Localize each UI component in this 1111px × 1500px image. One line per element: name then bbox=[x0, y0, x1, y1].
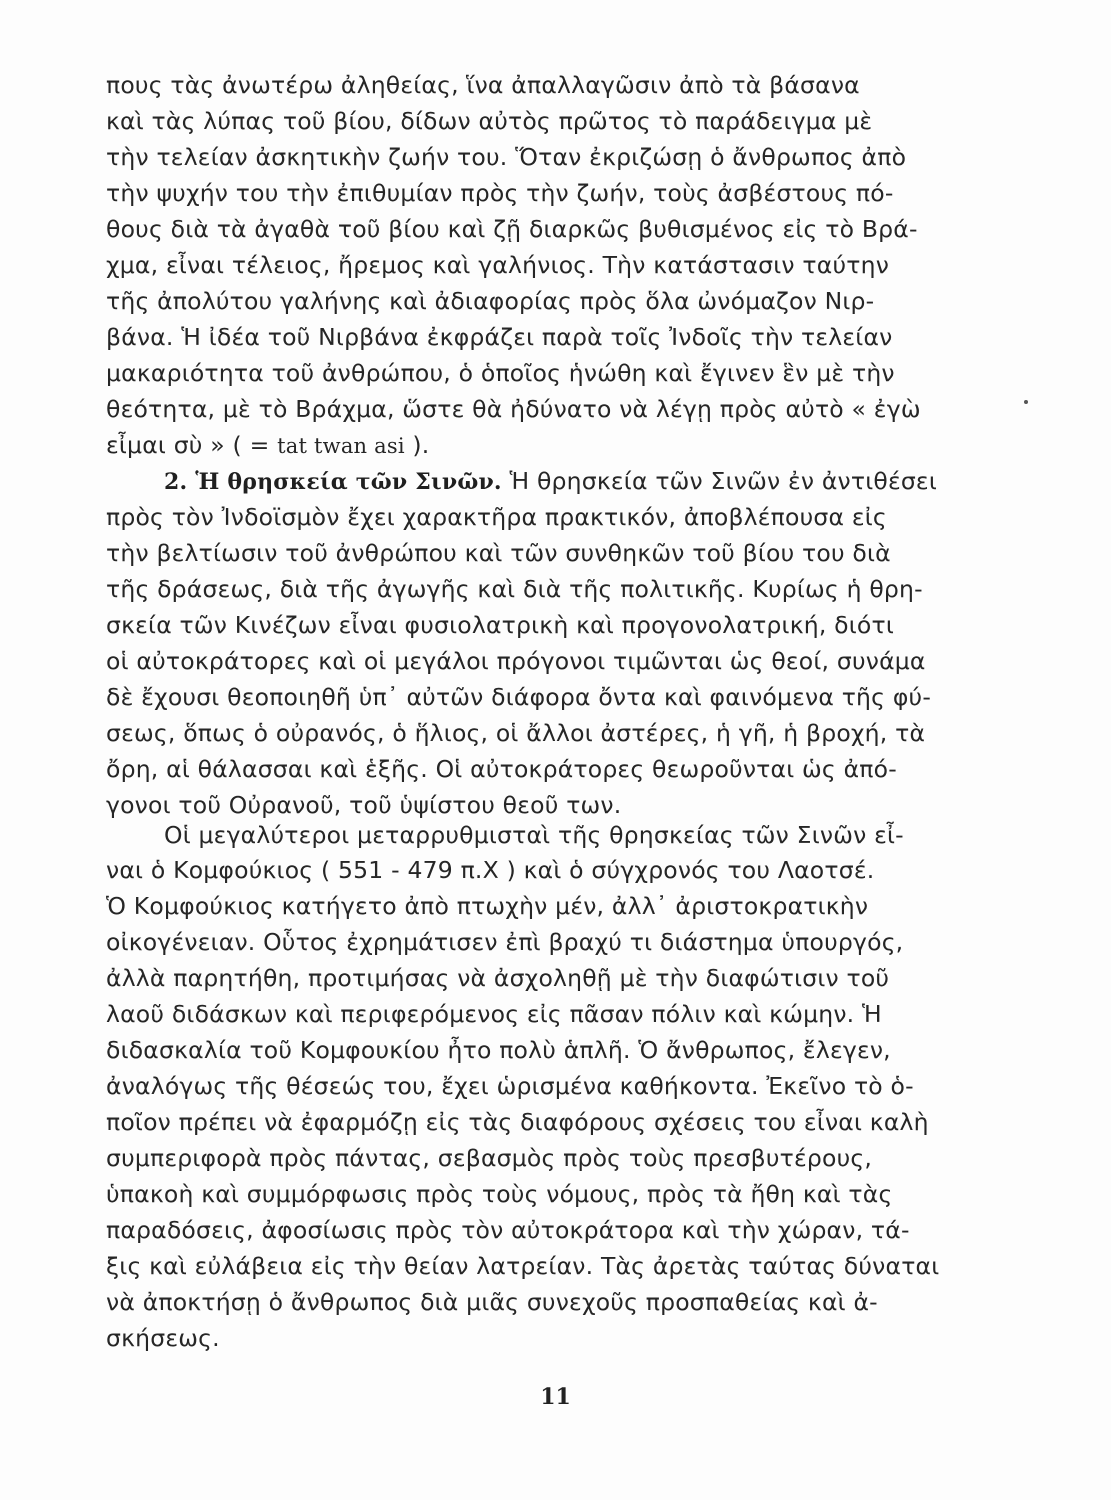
text-line: τὴν τελείαν ἀσκητικὴν ζωήν του. Ὅταν ἐκριζώσῃ ὁ ἄνθρωπος ἀπὸ bbox=[106, 143, 907, 171]
text-line: σκήσεως. bbox=[106, 1324, 220, 1352]
text-line: βάνα. Ἡ ἰδέα τοῦ Νιρβάνα ἐκφράζει παρὰ τοῖς Ἰνδοῖς τὴν τελείαν bbox=[106, 323, 893, 351]
text-line: ἀλλὰ παρητήθη, προτιμήσας νὰ ἀσχοληθῇ μὲ τὴν διαφώτισιν τοῦ bbox=[106, 964, 890, 992]
text-line: διδασκαλία τοῦ Κομφουκίου ἦτο πολὺ ἁπλῆ. Ὁ ἄνθρωπος, ἔλεγεν, bbox=[106, 1036, 891, 1064]
text-line: τῆς δράσεως, διὰ τῆς ἀγωγῆς καὶ διὰ τῆς πολιτικῆς. Κυρίως ἡ θρη- bbox=[106, 575, 923, 603]
text-line: ναι ὁ Κομφούκιος ( 551 - 479 π.Χ ) καὶ ὁ σύγχρονός του Λαοτσέ. bbox=[106, 856, 875, 884]
text-line: θεότητα, μὲ τὸ Βράχμα, ὥστε θὰ ἠδύνατο νὰ λέγῃ πρὸς αὐτὸ « ἐγὼ bbox=[106, 395, 921, 423]
text-line: θους διὰ τὰ ἀγαθὰ τοῦ βίου καὶ ζῇ διαρκῶς βυθισμένος εἰς τὸ Βρά- bbox=[106, 215, 918, 243]
text-line bbox=[164, 464, 937, 498]
text-line bbox=[106, 428, 429, 462]
text-line: ὄρη, αἱ θάλασσαι καὶ ἑξῆς. Οἱ αὐτοκράτορες θεωροῦνται ὡς ἀπό- bbox=[106, 755, 897, 783]
text-line: οἰκογένειαν. Οὗτος ἐχρημάτισεν ἐπὶ βραχύ τι διάστημα ὑπουργός, bbox=[106, 928, 904, 956]
text-segment: εἶμαι σὺ » ( = bbox=[106, 431, 278, 459]
section-heading: 2. Ἡ θρησκεία τῶν Σινῶν. bbox=[164, 469, 502, 495]
text-line: σκεία τῶν Κινέζων εἶναι φυσιολατρικὴ καὶ προγονολατρική, διότι bbox=[106, 611, 894, 639]
print-speck bbox=[1024, 400, 1028, 404]
text-line: Ὁ Κομφούκιος κατήγετο ἀπὸ πτωχὴν μέν, ἀλλ᾿ ἀριστοκρατικὴν bbox=[106, 892, 869, 920]
sanskrit-phrase: tat twan asi bbox=[277, 434, 405, 458]
text-line: ἀναλόγως τῆς θέσεώς του, ἔχει ὡρισμένα καθήκοντα. Ἐκεῖνο τὸ ὁ- bbox=[106, 1072, 914, 1100]
text-segment: ). bbox=[404, 431, 430, 459]
text-line: χμα, εἶναι τέλειος, ἤρεμος καὶ γαλήνιος. Τὴν κατάστασιν ταύτην bbox=[106, 251, 890, 279]
text-line: νὰ ἀποκτήσῃ ὁ ἄνθρωπος διὰ μιᾶς συνεχοῦς προσπαθείας καὶ ἀ- bbox=[106, 1288, 878, 1316]
text-line: παραδόσεις, ἀφοσίωσις πρὸς τὸν αὐτοκράτορα καὶ τὴν χώραν, τά- bbox=[106, 1216, 910, 1244]
text-line: Οἱ μεγαλύτεροι μεταρρυθμισταὶ τῆς θρησκείας τῶν Σινῶν εἶ- bbox=[164, 821, 904, 849]
text-line: δὲ ἔχουσι θεοποιηθῆ ὑπ᾿ αὐτῶν διάφορα ὄντα καὶ φαινόμενα τῆς φύ- bbox=[106, 683, 931, 711]
text-line: ποῖον πρέπει νὰ ἐφαρμόζῃ εἰς τὰς διαφόρους σχέσεις του εἶναι καλὴ bbox=[106, 1108, 929, 1136]
text-line: τὴν βελτίωσιν τοῦ ἀνθρώπου καὶ τῶν συνθηκῶν τοῦ βίου του διὰ bbox=[106, 539, 891, 567]
text-line: γονοι τοῦ Οὐρανοῦ, τοῦ ὑψίστου θεοῦ των. bbox=[106, 791, 622, 819]
text-segment: Ἡ θρησκεία τῶν Σινῶν ἐν ἀντιθέσει bbox=[501, 467, 937, 495]
text-line: πρὸς τὸν Ἰνδοϊσμὸν ἔχει χαρακτῆρα πρακτικόν, ἀποβλέπουσα εἰς bbox=[106, 503, 887, 531]
page-number: 11 bbox=[540, 1384, 571, 1410]
text-line: συμπεριφορὰ πρὸς πάντας, σεβασμὸς πρὸς τοὺς πρεσβυτέρους, bbox=[106, 1144, 873, 1172]
text-line: καὶ τὰς λύπας τοῦ βίου, δίδων αὐτὸς πρῶτος τὸ παράδειγμα μὲ bbox=[106, 107, 873, 135]
text-line: λαοῦ διδάσκων καὶ περιφερόμενος εἰς πᾶσαν πόλιν καὶ κώμην. Ἡ bbox=[106, 1000, 882, 1028]
text-line: τῆς ἀπολύτου γαλήνης καὶ ἀδιαφορίας πρὸς ὅλα ὠνόμαζον Νιρ- bbox=[106, 287, 875, 315]
text-line: ξις καὶ εὐλάβεια εἰς τὴν θείαν λατρείαν. Τὰς ἀρετὰς ταύτας δύναται bbox=[106, 1252, 940, 1280]
text-line: πους τὰς ἀνωτέρω ἀληθείας, ἵνα ἀπαλλαγῶσιν ἀπὸ τὰ βάσανα bbox=[106, 71, 860, 99]
text-line: μακαριότητα τοῦ ἀνθρώπου, ὁ ὁποῖος ἡνώθη καὶ ἔγινεν ἓν μὲ τὴν bbox=[106, 359, 895, 387]
text-line: τὴν ψυχήν του τὴν ἐπιθυμίαν πρὸς τὴν ζωήν, τοὺς ἀσβέστους πό- bbox=[106, 179, 894, 207]
text-line: σεως, ὅπως ὁ οὐρανός, ὁ ἥλιος, οἱ ἄλλοι ἀστέρες, ἡ γῆ, ἡ βροχή, τὰ bbox=[106, 719, 926, 747]
text-line: ὑπακοὴ καὶ συμμόρφωσις πρὸς τοὺς νόμους, πρὸς τὰ ἤθη καὶ τὰς bbox=[106, 1180, 893, 1208]
text-line: οἱ αὐτοκράτορες καὶ οἱ μεγάλοι πρόγονοι τιμῶνται ὡς θεοί, συνάμα bbox=[106, 647, 926, 675]
